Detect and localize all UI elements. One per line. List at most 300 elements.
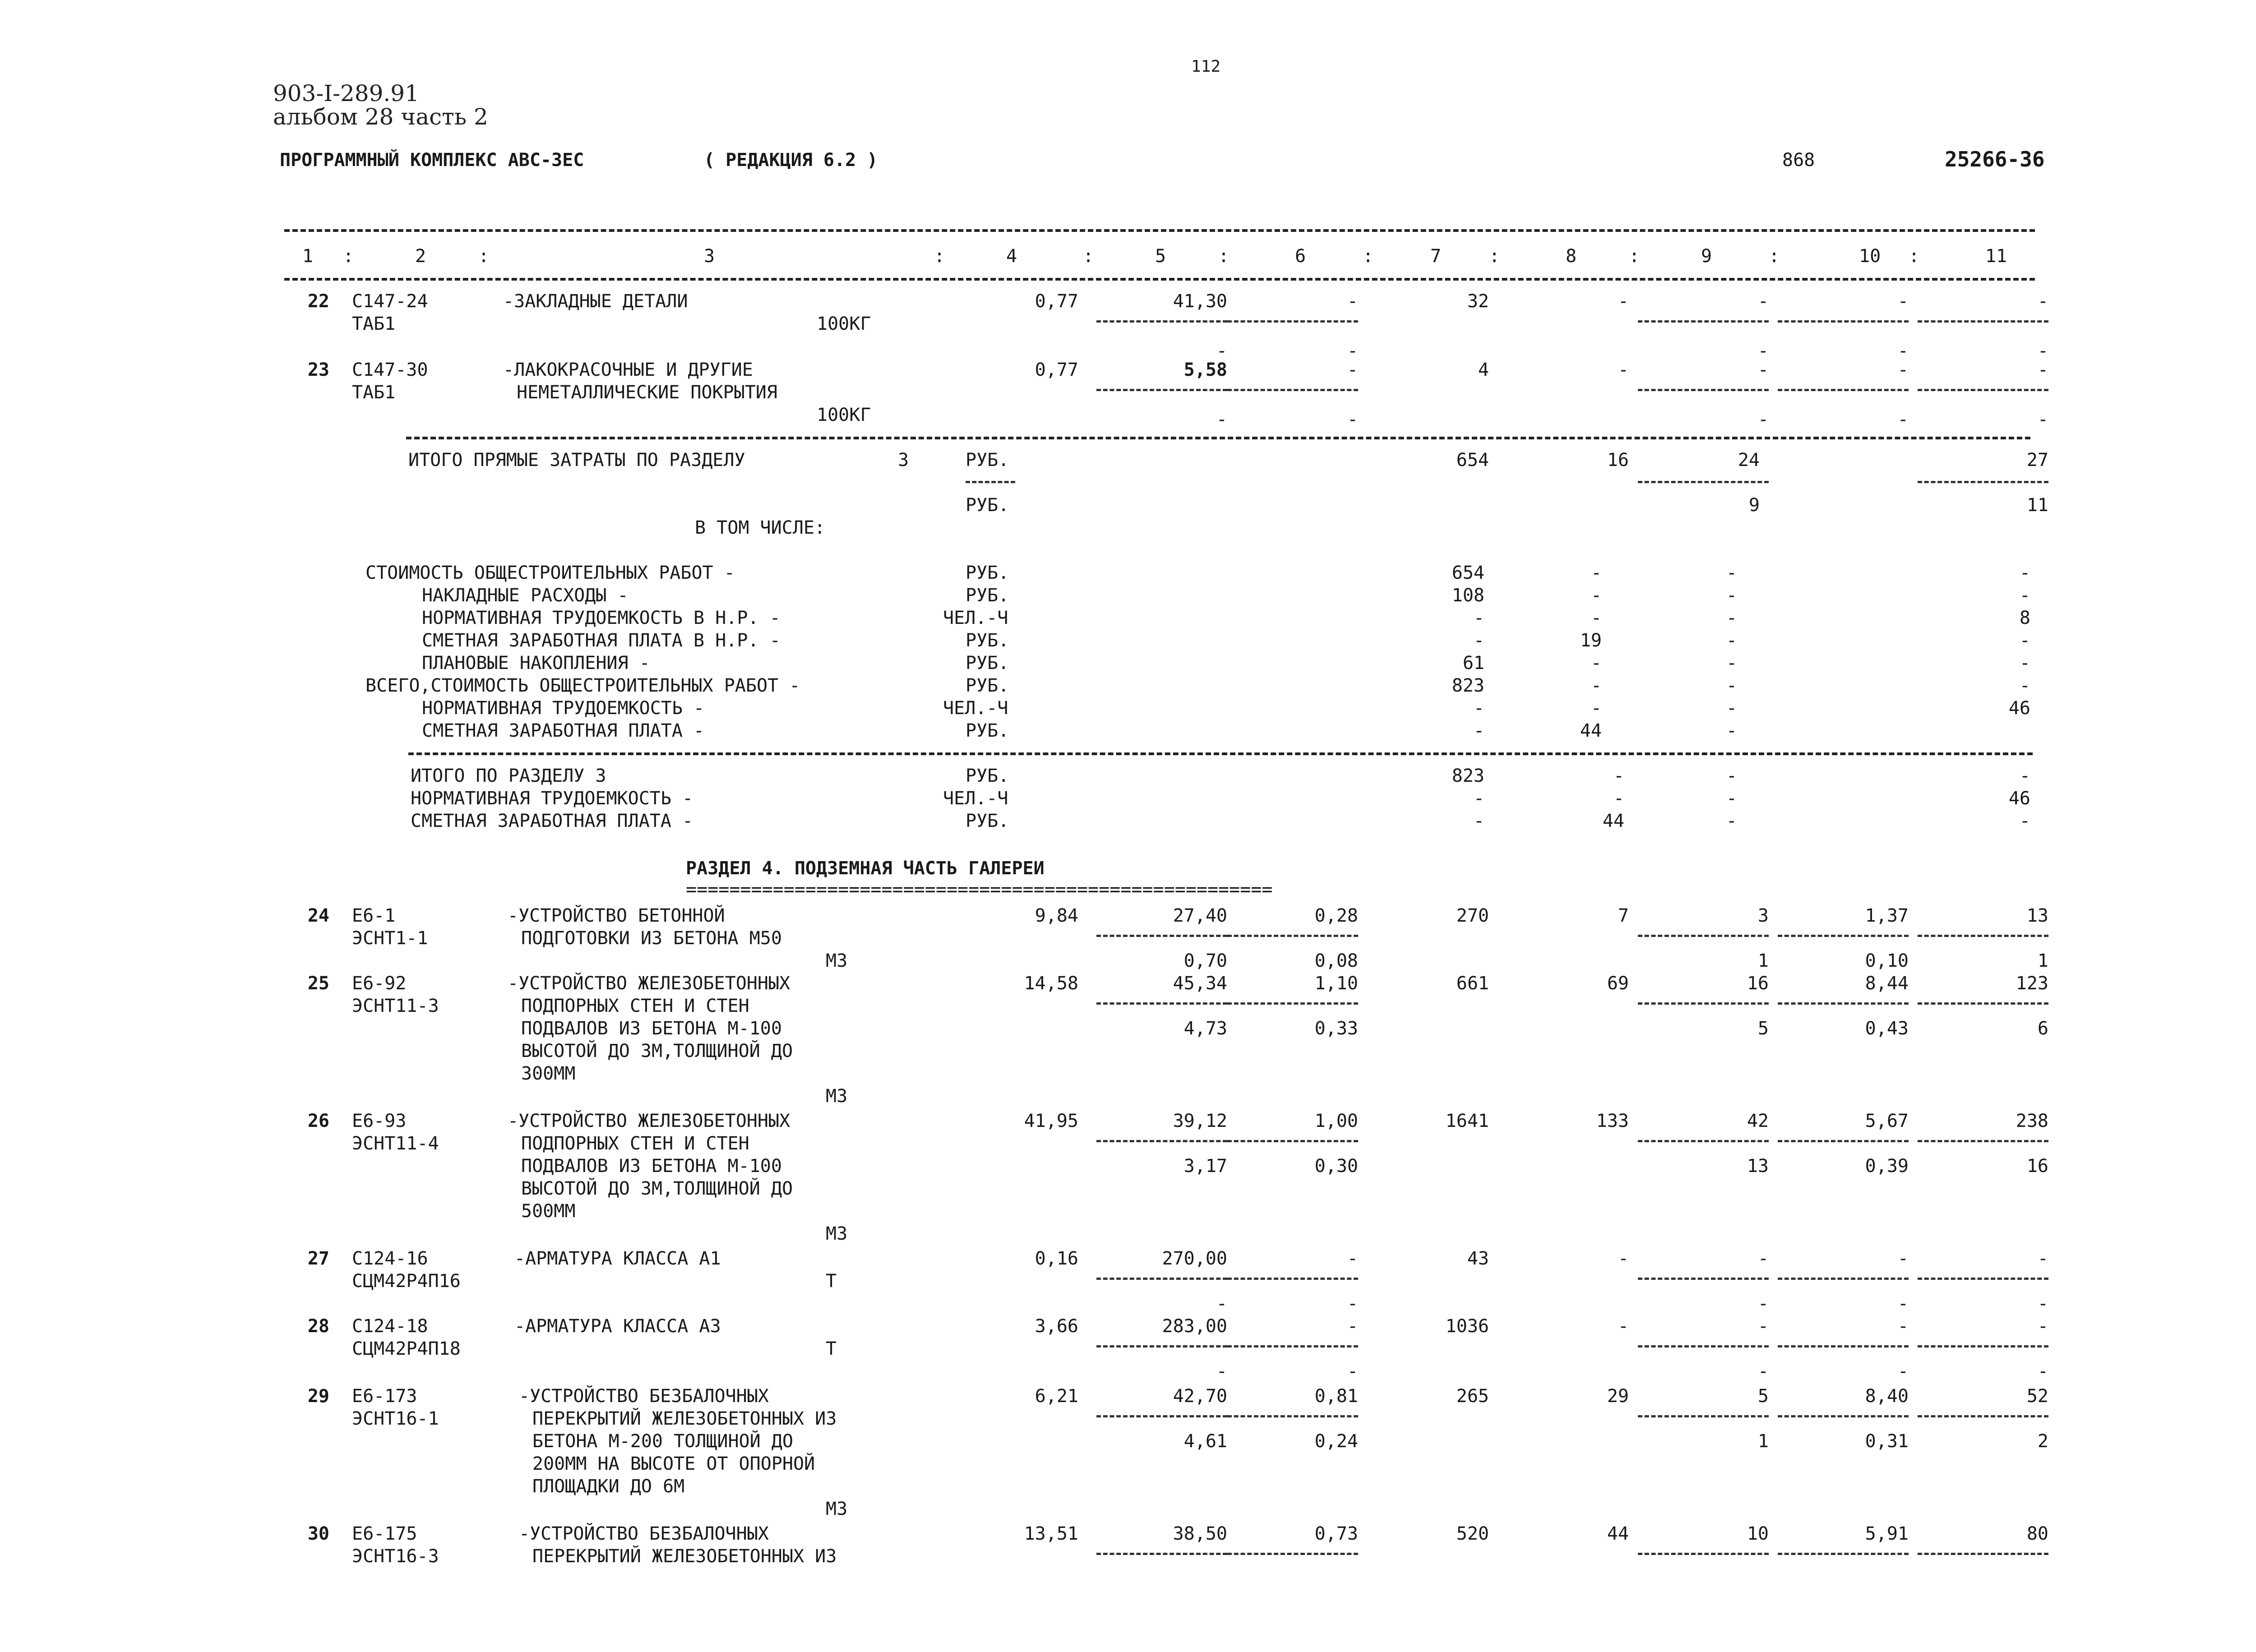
row-unit-price-wage: 4,73 [1183,1018,1227,1039]
row-description: ПЕРЕКРЫТИЙ ЖЕЛЕЗОБЕТОННЫХ ИЗ [532,1546,837,1567]
section-total-cost: 823 [1452,766,1484,786]
section-total-unit: РУБ. [966,811,1009,831]
row-machine-cost: - [1757,291,1769,312]
summary-labor: 8 [2019,608,2030,628]
summary-label: СМЕТНАЯ ЗАРАБОТНАЯ ПЛАТА - [422,720,705,741]
row-total-wage: 69 [1607,973,1629,994]
row-code: С147-24 [352,291,428,312]
section-total-labor: 46 [2008,788,2030,809]
header-rule-top [284,229,2035,232]
row-sub-rule [1227,1415,1358,1417]
row-description: ПОДПОРНЫХ СТЕН И СТЕН [521,996,749,1016]
summary-label: НОРМАТИВНАЯ ТРУДОЕМКОСТЬ В Н.Р. - [422,608,781,628]
header-rule-bottom [284,278,2035,281]
totals-machine-sub: 9 [1748,495,1760,516]
row-total-cost: 270 [1456,905,1489,926]
row-machine-wage: - [1757,1361,1769,1382]
row-code: ТАБ1 [352,314,396,334]
row-total-wage: - [1618,360,1629,380]
totals-sub-rule [1918,481,2048,483]
row-machine-wage: 5 [1757,1018,1769,1039]
row-labor-sub: 0,10 [1865,951,1909,971]
row-sub-rule [1096,935,1227,937]
summary-wage: - [1590,698,1602,719]
row-description: ПОДПОРНЫХ СТЕН И СТЕН [521,1133,749,1154]
row-code: С147-30 [352,360,428,380]
row-code: Е6-93 [352,1111,407,1131]
totals-sub-rule [1638,481,1769,483]
summary-label: ВСЕГО,СТОИМОСТЬ ОБЩЕСТРОИТЕЛЬНЫХ РАБОТ - [365,675,800,696]
row-quantity: 13,51 [1024,1523,1078,1544]
row-labor-total-sub: 6 [2037,1018,2048,1039]
row-unit-price-wage: - [1216,341,1227,361]
row-labor-total: 13 [2026,905,2048,926]
row-sub-rule [1918,1415,2048,1417]
section-total-rule [408,752,2033,755]
row-machine-wage: - [1757,341,1769,361]
summary-labor: - [2019,653,2030,674]
row-unit-price-wage: - [1216,409,1227,430]
row-total-wage: - [1618,291,1629,312]
summary-machine: - [1726,698,1737,719]
row-code: ЭСНТ16-3 [352,1546,439,1567]
row-unit: М3 [826,1086,848,1107]
row-unit-wage: - [1347,291,1358,312]
column-separator: : [1909,246,1920,267]
summary-label: СТОИМОСТЬ ОБЩЕСТРОИТЕЛЬНЫХ РАБОТ - [365,563,735,583]
section-total-wage: - [1613,788,1624,809]
row-machine-cost: 42 [1747,1111,1769,1131]
summary-label: НАКЛАДНЫЕ РАСХОДЫ - [422,585,629,606]
row-quantity: 0,77 [1035,291,1078,312]
row-sub-rule [1638,389,1769,391]
row-quantity: 6,21 [1035,1386,1078,1407]
row-description: 300ММ [521,1063,576,1084]
row-sub-rule [1638,1140,1769,1142]
summary-wage: - [1590,585,1602,606]
column-separator: : [343,246,354,267]
row-unit: Т [826,1338,837,1359]
row-labor-unit: - [1897,291,1909,312]
column-header: 7 [1430,246,1442,267]
album-label: альбом 28 часть 2 [273,104,488,130]
row-unit-wage-sub: - [1347,1361,1358,1382]
section-title: РАЗДЕЛ 4. ПОДЗЕМНАЯ ЧАСТЬ ГАЛЕРЕИ [686,858,1045,879]
row-code: ЭСНТ1-1 [352,928,428,949]
row-labor-total-sub: 1 [2037,951,2048,971]
row-labor-unit: 5,91 [1865,1523,1909,1544]
totals-unit-rule [966,481,1015,483]
row-code: ЭСНТ11-4 [352,1133,439,1154]
totals-rule [406,437,2030,439]
row-sub-rule [1918,1553,2048,1555]
row-description: ПОДВАЛОВ ИЗ БЕТОНА М-100 [521,1018,782,1039]
summary-unit: ЧЕЛ.-Ч [943,608,1008,628]
row-sub-rule [1918,389,2048,391]
row-unit-wage: 0,28 [1314,905,1358,926]
row-total-cost: 661 [1456,973,1489,994]
section-total-label: НОРМАТИВНАЯ ТРУДОЕМКОСТЬ - [411,788,693,809]
row-labor-total: - [2037,1316,2048,1337]
row-labor-sub: - [1897,1361,1909,1382]
row-description: НЕМЕТАЛЛИЧЕСКИЕ ПОКРЫТИЯ [517,382,777,403]
row-total-cost: 520 [1456,1523,1489,1544]
row-total-wage: 7 [1618,905,1629,926]
row-total-cost: 1641 [1445,1111,1489,1131]
row-sub-rule [1778,1553,1909,1555]
row-code: СЦМ42Р4П18 [352,1338,461,1359]
document-number: 25266-36 [1945,147,2045,171]
column-header: 1 [302,246,314,267]
row-sub-rule [1638,1278,1769,1280]
row-quantity: 9,84 [1035,905,1078,926]
row-labor-total: 52 [2026,1386,2048,1407]
column-header: 2 [415,246,426,267]
row-quantity: 41,95 [1024,1111,1078,1131]
row-description: ПЛОЩАДКИ ДО 6М [532,1476,685,1497]
row-total-wage: 44 [1607,1523,1629,1544]
summary-wage: 19 [1580,630,1602,651]
row-unit-wage-sub: 0,08 [1314,951,1358,971]
row-total-cost: 265 [1456,1386,1489,1407]
row-labor-unit: 1,37 [1865,905,1909,926]
summary-label: НОРМАТИВНАЯ ТРУДОЕМКОСТЬ - [422,698,705,719]
row-code: СЦМ42Р4П16 [352,1271,461,1292]
row-unit-price-wage: 0,70 [1183,951,1227,971]
row-description: -УСТРОЙСТВО БЕТОННОЙ [508,905,725,926]
summary-machine: - [1726,720,1737,741]
row-description: 200ММ НА ВЫСОТЕ ОТ ОПОРНОЙ [532,1454,815,1474]
row-sub-rule [1096,1002,1227,1005]
section-total-label: СМЕТНАЯ ЗАРАБОТНАЯ ПЛАТА - [411,811,693,831]
row-sub-rule [1778,320,1909,323]
row-unit: Т [826,1271,837,1292]
row-unit-wage: 1,00 [1314,1111,1358,1131]
row-labor-sub: - [1897,1293,1909,1314]
column-separator: : [1489,246,1500,267]
section-total-wage: 44 [1602,811,1624,831]
summary-unit: РУБ. [966,630,1009,651]
row-code: ТАБ1 [352,382,396,403]
row-unit-price: 27,40 [1173,905,1227,926]
row-machine-cost: - [1757,360,1769,380]
row-description: -УСТРОЙСТВО ЖЕЛЕЗОБЕТОННЫХ [508,1111,791,1131]
column-separator: : [1363,246,1374,267]
summary-machine: - [1726,563,1737,583]
row-sub-rule [1096,1140,1227,1142]
row-sub-rule [1778,389,1909,391]
row-sub-rule [1227,1140,1358,1142]
totals-cost: 654 [1456,450,1489,471]
row-number: 28 [307,1316,329,1337]
summary-machine: - [1726,585,1737,606]
edition-label: ( РЕДАКЦИЯ 6.2 ) [704,150,878,171]
program-title: ПРОГРАММНЫЙ КОМПЛЕКС АВС-3ЕС [280,150,584,171]
row-labor-unit: 5,67 [1865,1111,1909,1131]
row-machine-wage: 1 [1757,951,1769,971]
row-unit: 100КГ [817,405,871,425]
section-total-label: ИТОГО ПО РАЗДЕЛУ 3 [411,766,606,786]
row-unit: М3 [826,951,848,971]
row-labor-sub: 0,39 [1865,1156,1909,1177]
column-header: 10 [1859,246,1881,267]
row-number: 30 [307,1523,329,1544]
summary-wage: 44 [1580,720,1602,741]
row-machine-wage: - [1757,1293,1769,1314]
row-sub-rule [1227,1002,1358,1005]
section-total-unit: РУБ. [966,766,1009,786]
totals-labor: 27 [2026,450,2048,471]
row-machine-cost: 3 [1757,905,1769,926]
row-unit-wage: 1,10 [1314,973,1358,994]
row-unit-price-wage: - [1216,1293,1227,1314]
totals-wage: 16 [1607,450,1629,471]
row-labor-sub: 0,43 [1865,1018,1909,1039]
row-sub-rule [1638,1415,1769,1417]
row-sub-rule [1096,1553,1227,1555]
row-unit-price: 42,70 [1173,1386,1227,1407]
row-sub-rule [1638,1345,1769,1347]
row-unit-wage: - [1347,1248,1358,1269]
row-unit-wage: 0,81 [1314,1386,1358,1407]
row-unit-wage-sub: 0,33 [1314,1018,1358,1039]
row-labor-total: 80 [2026,1523,2048,1544]
row-machine-wage: 1 [1757,1431,1769,1452]
row-labor-sub: 0,31 [1865,1431,1909,1452]
row-description: -УСТРОЙСТВО ЖЕЛЕЗОБЕТОННЫХ [508,973,791,994]
row-labor-total: 238 [2016,1111,2048,1131]
summary-labor: - [2019,563,2030,583]
section-total-cost: - [1473,788,1484,809]
summary-machine: - [1726,608,1737,628]
row-sub-rule [1096,320,1227,323]
row-sub-rule [1918,935,2048,937]
row-total-wage: 29 [1607,1386,1629,1407]
row-labor-total-sub: - [2037,341,2048,361]
row-unit-wage-sub: - [1347,409,1358,430]
summary-labor: - [2019,630,2030,651]
row-unit-price-wage: - [1216,1361,1227,1382]
summary-machine: - [1726,653,1737,674]
summary-labor: 46 [2008,698,2030,719]
row-sub-rule [1918,1345,2048,1347]
row-unit-price: 5,58 [1183,360,1227,380]
row-quantity: 3,66 [1035,1316,1078,1337]
row-unit-price: 283,00 [1162,1316,1227,1337]
summary-wage: - [1590,675,1602,696]
row-sub-rule [1227,935,1358,937]
row-description: ПОДВАЛОВ ИЗ БЕТОНА М-100 [521,1156,782,1177]
column-separator: : [1218,246,1230,267]
row-machine-cost: - [1757,1316,1769,1337]
row-description: -ЗАКЛАДНЫЕ ДЕТАЛИ [503,291,688,312]
row-total-cost: 32 [1467,291,1489,312]
summary-labor: - [2019,675,2030,696]
row-unit-wage: - [1347,1316,1358,1337]
row-machine-cost: 5 [1757,1386,1769,1407]
column-header: 5 [1155,246,1166,267]
row-labor-unit: 8,44 [1865,973,1909,994]
summary-machine: - [1726,675,1737,696]
summary-cost: - [1473,698,1484,719]
totals-section: 3 [898,450,909,471]
row-machine-cost: 16 [1747,973,1769,994]
row-unit-price: 39,12 [1173,1111,1227,1131]
row-unit-wage-sub: - [1347,341,1358,361]
summary-unit: РУБ. [966,585,1009,606]
row-description: -АРМАТУРА КЛАССА А1 [514,1248,721,1269]
doc-code: 903-I-289.91 [273,80,419,106]
row-sub-rule [1638,1553,1769,1555]
row-unit-wage-sub: - [1347,1293,1358,1314]
row-labor-unit: - [1897,360,1909,380]
row-labor-total-sub: - [2037,409,2048,430]
row-total-cost: 43 [1467,1248,1489,1269]
summary-label: СМЕТНАЯ ЗАРАБОТНАЯ ПЛАТА В Н.Р. - [422,630,781,651]
row-unit: 100КГ [817,314,871,334]
section-total-wage: - [1613,766,1624,786]
row-code: Е6-92 [352,973,407,994]
row-machine-wage: - [1757,409,1769,430]
row-number: 22 [307,291,329,312]
summary-cost: - [1473,720,1484,741]
section-total-cost: - [1473,811,1484,831]
row-labor-total: - [2037,1248,2048,1269]
row-number: 24 [307,905,329,926]
section-total-unit: ЧЕЛ.-Ч [943,788,1008,809]
summary-wage: - [1590,608,1602,628]
sheet-number: 868 [1782,150,1815,171]
summary-cost: 108 [1452,585,1484,606]
totals-unit: РУБ. [966,495,1009,516]
summary-unit: ЧЕЛ.-Ч [943,698,1008,719]
row-sub-rule [1227,1553,1358,1555]
page-number: 112 [1191,57,1221,76]
row-description: 500ММ [521,1201,576,1222]
row-number: 27 [307,1248,329,1269]
column-header: 3 [704,246,715,267]
summary-wage: - [1590,563,1602,583]
row-labor-total-sub: - [2037,1293,2048,1314]
totals-machine: 24 [1738,450,1760,471]
summary-unit: РУБ. [966,563,1009,583]
row-total-cost: 1036 [1445,1316,1489,1337]
row-sub-rule [1638,320,1769,323]
summary-unit: РУБ. [966,675,1009,696]
row-sub-rule [1778,935,1909,937]
row-labor-total-sub: 16 [2026,1156,2048,1177]
section-total-labor: - [2019,811,2030,831]
section-total-machine: - [1726,788,1737,809]
row-unit-wage: - [1347,360,1358,380]
row-description: ВЫСОТОЙ ДО 3М,ТОЛЩИНОЙ ДО [521,1041,793,1061]
column-header: 11 [1985,246,2007,267]
row-description: -АРМАТУРА КЛАССА А3 [514,1316,721,1337]
row-machine-cost: 10 [1747,1523,1769,1544]
summary-cost: - [1473,608,1484,628]
column-separator: : [1083,246,1094,267]
row-sub-rule [1227,1278,1358,1280]
row-sub-rule [1096,1345,1227,1347]
row-sub-rule [1918,1278,2048,1280]
column-header: 6 [1295,246,1306,267]
row-description: ВЫСОТОЙ ДО 3М,ТОЛЩИНОЙ ДО [521,1178,793,1199]
row-sub-rule [1778,1415,1909,1417]
row-total-cost: 4 [1478,360,1489,380]
row-description: -УСТРОЙСТВО БЕЗБАЛОЧНЫХ [519,1386,769,1407]
row-sub-rule [1918,320,2048,323]
row-unit-price-wage: 4,61 [1183,1431,1227,1452]
row-unit-wage-sub: 0,30 [1314,1156,1358,1177]
summary-cost: - [1473,630,1484,651]
row-sub-rule [1778,1278,1909,1280]
row-code: Е6-1 [352,905,396,926]
row-code: Е6-175 [352,1523,417,1544]
row-unit: М3 [826,1499,848,1519]
row-labor-total-sub: 2 [2037,1431,2048,1452]
row-sub-rule [1778,1140,1909,1142]
row-sub-rule [1227,320,1358,323]
row-code: С124-16 [352,1248,428,1269]
row-sub-rule [1638,1002,1769,1005]
column-separator: : [1629,246,1640,267]
row-labor-unit: - [1897,1248,1909,1269]
row-labor-sub: - [1897,341,1909,361]
row-description: ПОДГОТОВКИ ИЗ БЕТОНА М50 [521,928,782,949]
row-labor-total-sub: - [2037,1361,2048,1382]
summary-cost: 654 [1452,563,1484,583]
row-unit-price: 270,00 [1162,1248,1227,1269]
column-separator: : [1769,246,1780,267]
row-sub-rule [1227,1345,1358,1347]
totals-labor-sub: 11 [2026,495,2048,516]
totals-label: ИТОГО ПРЯМЫЕ ЗАТРАТЫ ПО РАЗДЕЛУ [408,450,745,471]
section-total-labor: - [2019,766,2030,786]
section-title-underline: ====================================================== [686,879,1273,900]
summary-machine: - [1726,630,1737,651]
row-sub-rule [1918,1140,2048,1142]
row-code: Е6-173 [352,1386,417,1407]
column-separator: : [934,246,945,267]
summary-label: ПЛАНОВЫЕ НАКОПЛЕНИЯ - [422,653,650,674]
row-sub-rule [1638,935,1769,937]
row-labor-sub: - [1897,409,1909,430]
row-labor-total: - [2037,291,2048,312]
column-separator: : [478,246,490,267]
row-code: С124-18 [352,1316,428,1337]
row-code: ЭСНТ11-3 [352,996,439,1016]
summary-cost: 61 [1462,653,1484,674]
section-total-machine: - [1726,766,1737,786]
row-unit-wage-sub: 0,24 [1314,1431,1358,1452]
row-machine-wage: 13 [1747,1156,1769,1177]
totals-unit: РУБ. [966,450,1009,471]
row-sub-rule [1778,1002,1909,1005]
row-sub-rule [1227,389,1358,391]
summary-unit: РУБ. [966,653,1009,674]
summary-unit: РУБ. [966,720,1009,741]
row-sub-rule [1096,1278,1227,1280]
row-total-wage: 133 [1596,1111,1629,1131]
summary-cost: 823 [1452,675,1484,696]
row-unit-wage: 0,73 [1314,1523,1358,1544]
row-unit-price: 45,34 [1173,973,1227,994]
row-labor-unit: 8,40 [1865,1386,1909,1407]
column-header: 8 [1566,246,1577,267]
row-number: 29 [307,1386,329,1407]
row-unit: М3 [826,1223,848,1244]
row-number: 23 [307,360,329,380]
